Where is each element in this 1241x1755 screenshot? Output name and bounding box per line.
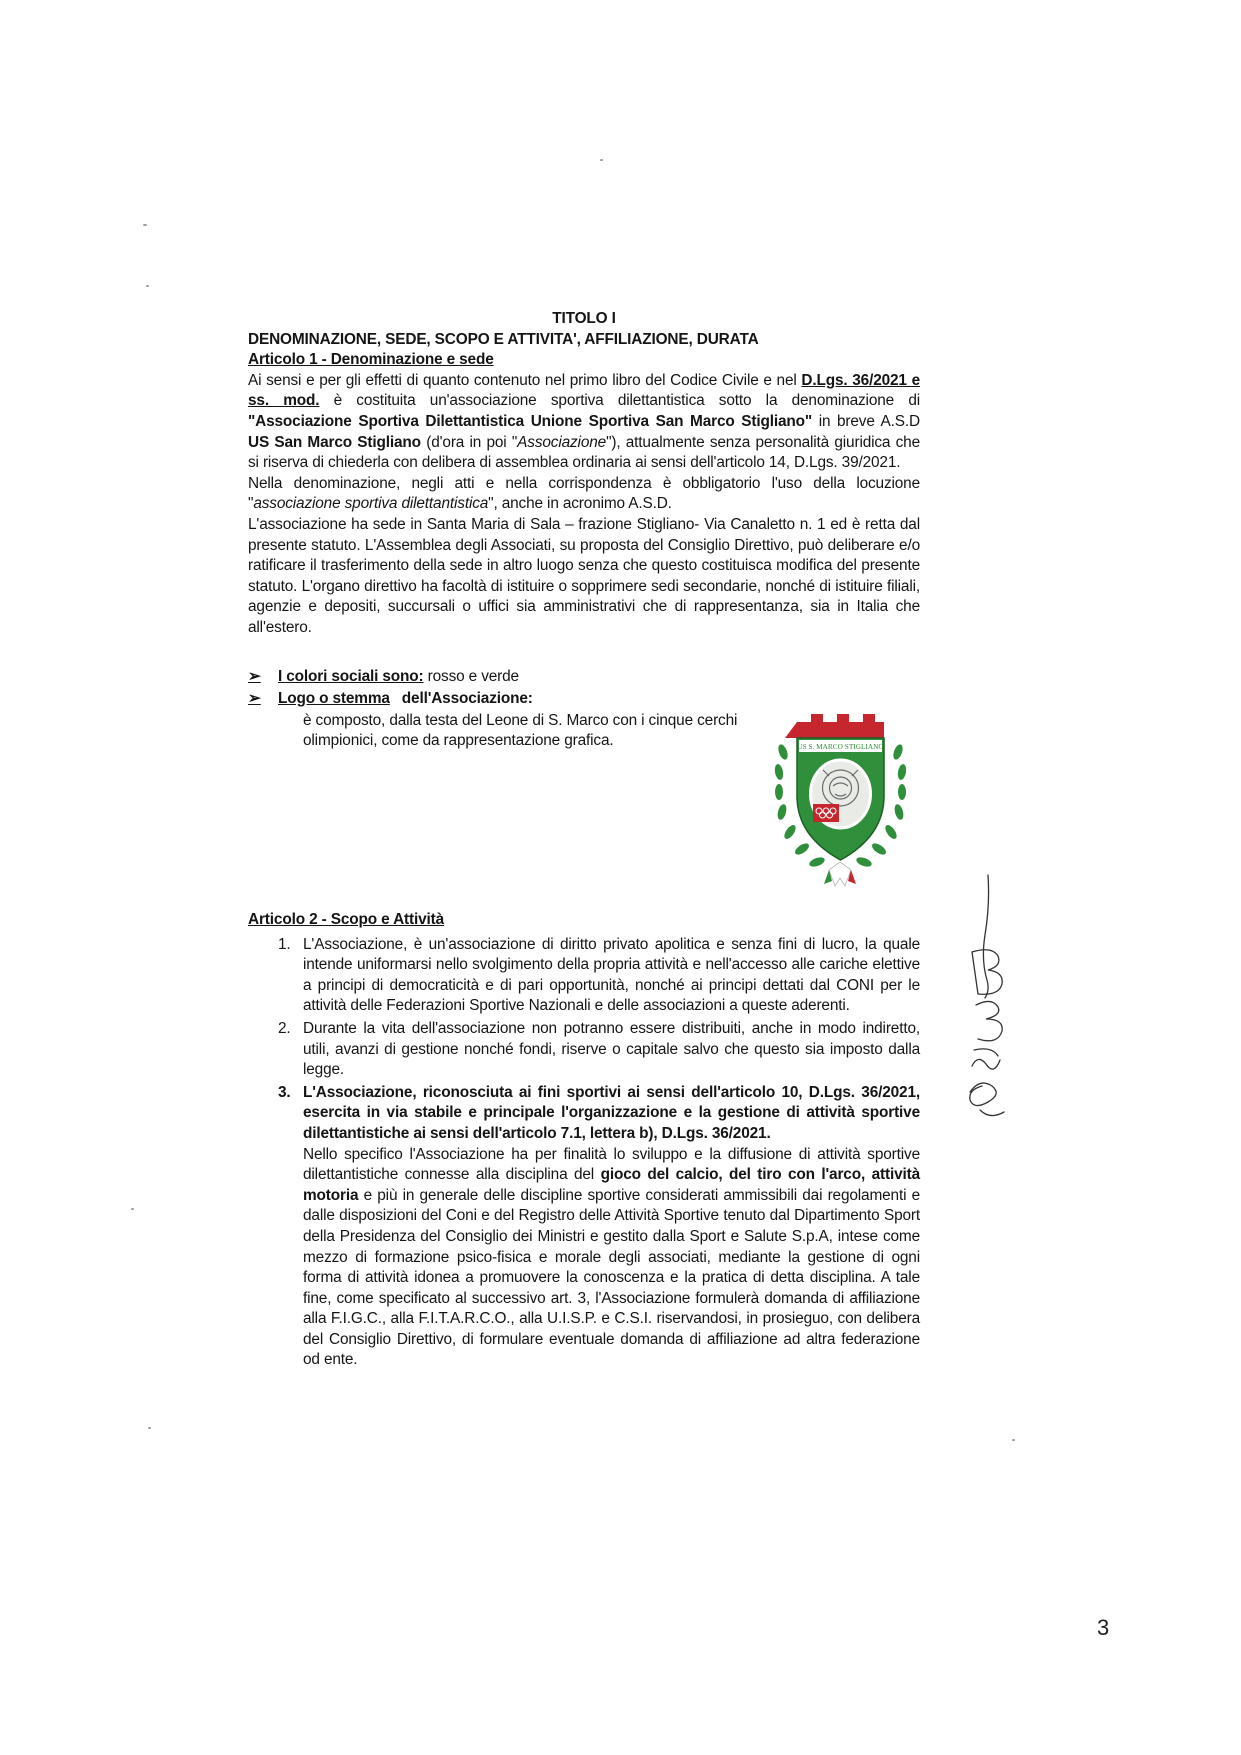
article-1-paragraph-2 [248,474,920,515]
text-run: Associazione [517,433,607,451]
list-number: 2. [278,1019,291,1037]
tricolor-ribbon-icon [824,862,856,886]
text-run: è costituita un'associazione sportiva dilettantistica sotto la denominazione di [319,392,921,410]
scan-speck [148,1427,151,1429]
text-run: ", anche in acronimo A.S.D. [488,495,672,513]
club-crest-logo [769,712,912,892]
list-number: 1. [278,935,291,953]
disciplines: gioco del calcio, del tiro con l'arco, attività motoria [303,1166,920,1204]
arrow-bullet-icon: ➢ [248,667,261,685]
list-text-bold: L'Associazione, riconosciuta ai fini sportivi ai sensi dell'articolo 10, D.Lgs. 36/2021, esercita in via stabile e principale l'organizzazione e la gestione di attività sportive dilettantistiche ai sensi dell'articolo 7.1, lettera b), D.Lgs. 36/2021. [303,1083,920,1142]
article-1-heading: Articolo 1 - Denominazione e sede [248,351,494,369]
scan-speck [131,1208,134,1210]
logo-label-suffix: dell'Associazione: [401,689,533,707]
text-run: Ai sensi e per gli effetti di quanto contenuto nel primo libro del Codice Civile e nel [248,371,802,389]
text-run: in breve A.S.D [812,412,921,430]
tower-battlements [785,714,884,738]
colors-label: I colori sociali sono: [278,667,424,685]
list-text: Durante la vita dell'associazione non potranno essere distribuiti, anche in modo indiretto, utili, avanzi di gestione nonché fondi, riserve o capitale salvo che questo sia imposto dalla legge. [303,1019,920,1079]
handwritten-signature [958,870,1018,1130]
arrow-bullet-icon: ➢ [248,689,261,707]
scan-speck [143,224,147,226]
law-reference: D.Lgs. 36/2021 e ss. mod. [248,371,920,410]
scan-speck [1012,1439,1015,1441]
article-2-list [248,935,920,1371]
logo-description: è composto, dalla testa del Leone di S. Marco con i cinque cerchi olimpionici, come da rappresentazione grafica. [303,711,738,750]
article-1-paragraph-3: L'associazione ha sede in Santa Maria di Sala – frazione Stigliano- Via Canaletto n. 1 ed è retta dal presente statuto. L'Assemblea degli Associati, su proposta del Consiglio Direttivo, può deliberare e/o ratificare il trasferimento della sede in altro luogo senza che questo costituisca modifica del presente statuto. L'organo direttivo ha facoltà di istituire o sopprimere sedi secondarie, nonché di istituire filiali, agenzie e depositi, succursali o uffici sia amministrativi che di rappresentanza, sia in Italia che all'estero. [248,515,920,636]
text-run: Nella denominazione, negli atti e nella corrispondenza è obbligatorio l'uso della locuzione " [248,474,920,513]
scan-speck [600,159,603,161]
section-heading: DENOMINAZIONE, SEDE, SCOPO E ATTIVITA', AFFILIAZIONE, DURATA [248,330,759,348]
scan-speck [146,285,149,287]
article-2-section [248,910,920,1373]
list-text: e più in generale delle discipline sportive considerati ammissibili dai regolamenti e dalle disposizioni del Coni e del Registro delle Attività Sportive tenuto dal Dipartimento Sport della Presidenza del Consiglio dei Ministri e gestito dalla Sport e Salute S.p.A, intese come mezzo di formazione psico-fisica e morale degli associati, mediante la gestione di ogni forma di attività idonea a promuovere la conoscenza e la pratica di detta disciplina. A tale fine, come specificato al successivo art. 3, l'Associazione formulerà domanda di affiliazione alla F.I.G.C., alla F.I.T.A.R.C.O., alla U.I.S.P. e C.S.I. riservandosi, in prosieguo, con delibera del Consiglio Direttivo, di formulare eventuale domanda di affiliazione ad altra federazione od ente. [303,1186,920,1369]
association-full-name: "Associazione Sportiva Dilettantistica Unione Sportiva San Marco Stigliano" [248,412,813,430]
list-number: 3. [278,1083,291,1101]
text-run: (d'ora in poi " [420,433,518,451]
crest-text: US S. MARCO STIGLIANO [797,742,884,751]
text-run: associazione sportiva dilettantistica [253,495,489,513]
title: TITOLO I [552,310,616,327]
list-item [248,1083,920,1371]
article-1-paragraph-1 [248,371,920,474]
list-text: Nello specifico l'Associazione ha per finalità lo sviluppo e la diffusione di attività sportive dilettantistiche connesse alla disciplina del [303,1145,920,1184]
list-text: L'Associazione, è un'associazione di diritto privato apolitica e senza fini di lucro, la quale intende uniformarsi nello svolgimento della propria attività e nell'accesso alle cariche elettive a principi di democraticità e di pari opportunità, nonché ai principi dettati dal CONI per le attività delle Federazioni Sportive Nazionali e delle associazioni a queste aderenti. [303,935,920,1015]
list-item [248,935,920,1017]
logo-label: Logo o stemma [278,689,390,707]
text-run: "), attualmente senza personalità giuridica che si riserva di chiederla con delibera di assemblea ordinaria ai sensi dell'articolo 14, D.Lgs. 39/2021. [248,433,920,472]
bullet-logo [248,689,533,710]
article-2-heading: Articolo 2 - Scopo e Attività [248,911,445,928]
association-short-name: US San Marco Stigliano [248,433,421,451]
page-number: 3 [1097,1615,1110,1640]
colors-value: rosso e verde [423,667,519,685]
list-item [248,1019,920,1081]
bullet-colors [248,667,519,688]
